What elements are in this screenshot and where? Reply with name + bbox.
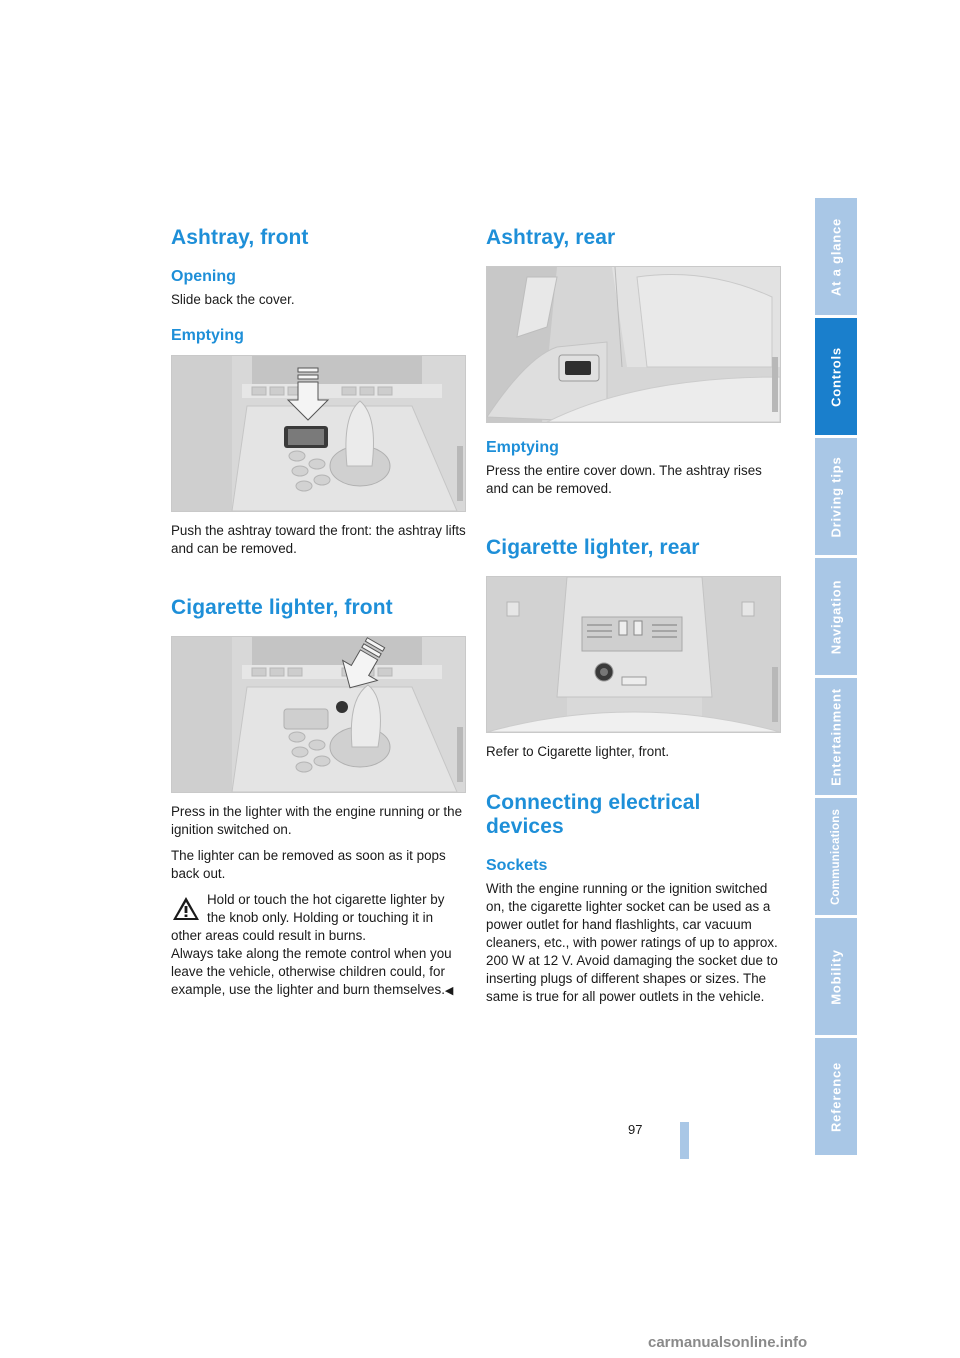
figure-code-mark: [770, 577, 780, 732]
lighter-rear-heading: Cigarette lighter, rear: [486, 536, 700, 559]
tab-label: Controls: [828, 346, 844, 407]
ashtray-front-heading: Ashtray, front: [171, 226, 309, 249]
tab-navigation[interactable]: [815, 558, 857, 675]
warning-text-2-body: Always take along the remote control when you leave the vehicle, otherwise children could, for example, use the lighter and burn themselves.: [171, 946, 452, 997]
tab-entertainment[interactable]: [815, 678, 857, 795]
warning-text-2: [171, 945, 466, 1000]
tab-label: Navigation: [828, 579, 844, 654]
emptying-text: Push the ashtray toward the front: the ashtray lifts and can be removed.: [171, 523, 466, 556]
warning-triangle-icon: [171, 895, 201, 922]
tab-label: Entertainment: [828, 687, 844, 786]
rear-emptying-heading: Emptying: [486, 439, 559, 456]
tab-controls[interactable]: [815, 318, 857, 435]
tab-label: Driving tips: [828, 455, 844, 538]
lighter-rear-illustration: [486, 576, 781, 733]
ashtray-rear-illustration: [486, 266, 781, 423]
page-marker-bar: [680, 1122, 689, 1159]
tab-reference[interactable]: [815, 1038, 857, 1155]
sockets-text: With the engine running or the ignition switched on, the cigarette lighter socket can be used as a power outlet for hand flashlights, car vacuum cleaners, etc., with power ratings of up to approx. 200 W at 12 V. Avoid damaging the socket due to inserting plugs of different shapes or sizes. The same is true for all power outlets in the vehicle.: [486, 881, 778, 1004]
tab-driving-tips[interactable]: [815, 438, 857, 555]
right-column: [486, 226, 781, 1006]
warning-line-3: other areas could result in burns.: [171, 928, 367, 943]
warning-line-2: the knob only. Holding or touching it in: [207, 910, 434, 925]
tab-at-a-glance[interactable]: [815, 198, 857, 315]
end-mark-icon: ◀: [444, 985, 454, 997]
electrical-heading: Connecting electrical devices: [486, 791, 701, 838]
rear-emptying-text: Press the entire cover down. The ashtray rises and can be removed.: [486, 463, 762, 496]
chapter-tabs: [815, 198, 857, 1158]
lighter-front-heading: Cigarette lighter, front: [171, 596, 393, 619]
tab-label: Reference: [828, 1061, 844, 1132]
figure-code-mark: [455, 637, 465, 792]
lighter-front-illustration: [171, 636, 466, 793]
figure-code-mark: [455, 356, 465, 511]
page-number: 97: [628, 1122, 643, 1137]
left-column: [171, 226, 466, 1000]
lighter-front-text2: The lighter can be removed as soon as it pops back out.: [171, 848, 446, 881]
warning-block: [171, 891, 466, 1000]
ashtray-front-illustration: [171, 355, 466, 512]
lighter-rear-text: Refer to Cigarette lighter, front.: [486, 744, 670, 759]
tab-label: Communications: [830, 808, 842, 905]
watermark: carmanualsonline.info: [648, 1334, 808, 1351]
emptying-heading: Emptying: [171, 327, 244, 344]
tab-label: Mobility: [828, 948, 844, 1005]
opening-text: Slide back the cover.: [171, 292, 295, 307]
ashtray-rear-heading: Ashtray, rear: [486, 226, 616, 249]
tab-mobility[interactable]: [815, 918, 857, 1035]
lighter-front-text1: Press in the lighter with the engine running or the ignition switched on.: [171, 804, 463, 837]
warning-line-1: Hold or touch the hot cigarette lighter by: [207, 892, 445, 907]
tab-label: At a glance: [828, 217, 844, 296]
opening-heading: Opening: [171, 268, 236, 285]
figure-code-mark: [770, 267, 780, 422]
tab-communications[interactable]: [815, 798, 857, 915]
sockets-heading: Sockets: [486, 857, 548, 874]
